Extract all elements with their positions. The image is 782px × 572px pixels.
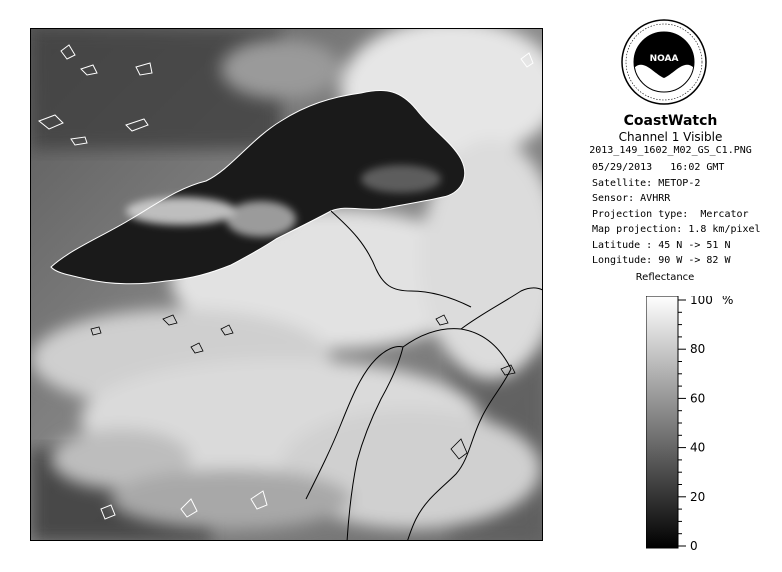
noaa-logo [620, 18, 708, 106]
header-block [568, 112, 773, 158]
satellite-text: Satellite: METOP-2 [592, 177, 701, 189]
datetime-text: 05/29/2013 16:02 GMT [592, 162, 725, 173]
colorbar-gradient [646, 296, 678, 548]
logo-text: NOAA [649, 54, 679, 64]
legend-title: Reflectance [635, 272, 695, 283]
product-title: CoastWatch [623, 113, 718, 129]
latitude-text: Latitude : 45 N -> 51 N [592, 239, 731, 251]
metadata-block [592, 160, 761, 269]
colorbar-tick-label: 100 [690, 296, 713, 307]
projection-type-text: Projection type: Mercator [592, 208, 749, 220]
file-name: 2013_149_1602_M02_GS_C1.PNG [589, 145, 752, 156]
legend-unit: % [722, 296, 734, 307]
channel-label: Channel 1 Visible [618, 130, 723, 144]
colorbar-tick-label: 20 [690, 489, 706, 504]
colorbar-tick-label: 60 [690, 391, 706, 406]
map-projection-text: Map projection: 1.8 km/pixel [592, 224, 761, 235]
satellite-image [30, 28, 543, 541]
longitude-text: Longitude: 90 W -> 82 W [592, 255, 731, 266]
colorbar-tick-label: 40 [690, 440, 706, 455]
colorbar-tick-label: 80 [690, 342, 706, 357]
reflectance-colorbar [646, 296, 766, 552]
sensor-text: Sensor: AVHRR [592, 193, 671, 204]
colorbar-tick-label: 0 [690, 539, 698, 552]
